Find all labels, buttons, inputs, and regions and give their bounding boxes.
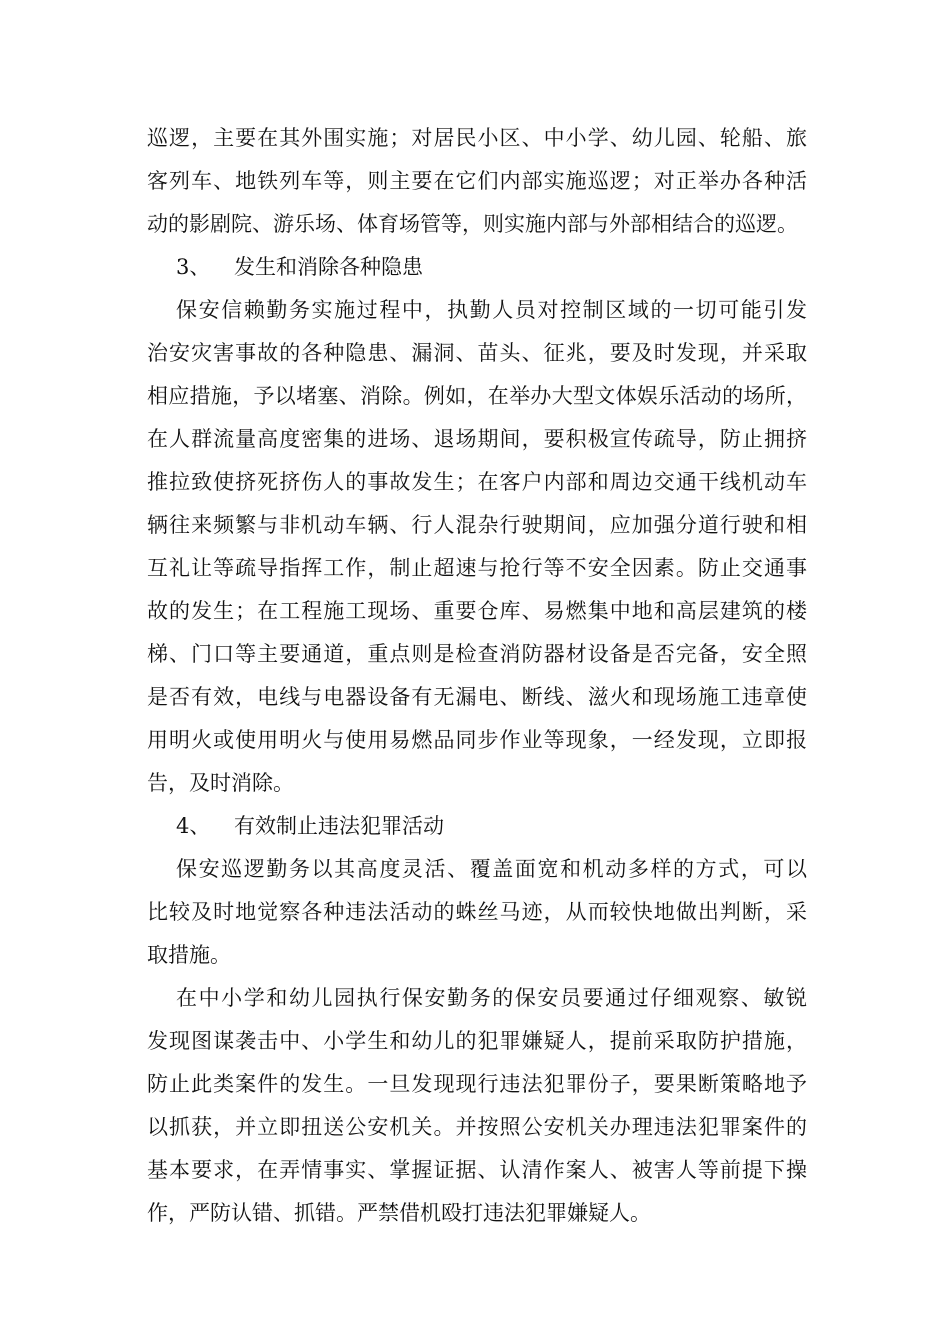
paragraph-first-line: 保安巡逻勤务以其高度灵活、覆盖面宽和机动多样的方式，可以	[176, 857, 807, 881]
text-line: 动的影剧院、游乐场、体育场管等，则实施内部与外部相结合的巡逻。	[147, 212, 798, 236]
text-line: 作，严防认错、抓错。严禁借机殴打违法犯罪嫌疑人。	[147, 1201, 651, 1225]
section-number: 3、	[176, 255, 211, 279]
section-title: 发生和消除各种隐患	[234, 255, 423, 279]
text-line: 相应措施，予以堵塞、消除。例如，在举办大型文体娱乐活动的场所，	[147, 384, 807, 408]
text-line: 基本要求，在弄情事实、掌握证据、认清作案人、被害人等前提下操	[147, 1158, 807, 1182]
paragraph-first-line: 在中小学和幼儿园执行保安勤务的保安员要通过仔细观察、敏锐	[176, 986, 807, 1010]
text-line: 在人群流量高度密集的进场、退场期间，要积极宣传疏导，防止拥挤	[147, 427, 807, 451]
text-line: 以抓获，并立即扭送公安机关。并按照公安机关办理违法犯罪案件的	[147, 1115, 807, 1139]
text-line: 客列车、地铁列车等，则主要在它们内部实施巡逻；对正举办各种活	[147, 169, 807, 193]
text-line: 发现图谋袭击中、小学生和幼儿的犯罪嫌疑人，提前采取防护措施，	[147, 1029, 807, 1053]
text-line: 治安灾害事故的各种隐患、漏洞、苗头、征兆，要及时发现，并采取	[147, 341, 807, 365]
paragraph-first-line: 保安信赖勤务实施过程中，执勤人员对控制区域的一切可能引发	[176, 298, 807, 322]
text-line: 互礼让等疏导指挥工作，制止超速与抢行等不安全因素。防止交通事	[147, 556, 807, 580]
text-line: 推拉致使挤死挤伤人的事故发生；在客户内部和周边交通干线机动车	[147, 470, 807, 494]
text-line: 比较及时地觉察各种违法活动的蛛丝马迹，从而较快地做出判断，采	[147, 900, 807, 924]
section-number: 4、	[176, 814, 211, 838]
text-line: 梯、门口等主要通道，重点则是检查消防器材设备是否完备，安全照	[147, 642, 807, 666]
text-line: 用明火或使用明火与使用易燃品同步作业等现象，一经发现，立即报	[147, 728, 807, 752]
section-title: 有效制止违法犯罪活动	[234, 814, 444, 838]
text-line: 故的发生；在工程施工现场、重要仓库、易燃集中地和高层建筑的楼	[147, 599, 807, 623]
text-line: 防止此类案件的发生。一旦发现现行违法犯罪份子，要果断策略地予	[147, 1072, 807, 1096]
section-heading	[176, 252, 596, 282]
text-line: 辆往来频繁与非机动车辆、行人混杂行驶期间，应加强分道行驶和相	[147, 513, 807, 537]
text-line: 取措施。	[147, 943, 231, 967]
text-line: 告，及时消除。	[147, 771, 294, 795]
text-line: 是否有效，电线与电器设备有无漏电、断线、滋火和现场施工违章使	[147, 685, 807, 709]
text-line: 巡逻，主要在其外围实施；对居民小区、中小学、幼儿园、轮船、旅	[147, 126, 807, 150]
section-heading	[176, 811, 596, 841]
